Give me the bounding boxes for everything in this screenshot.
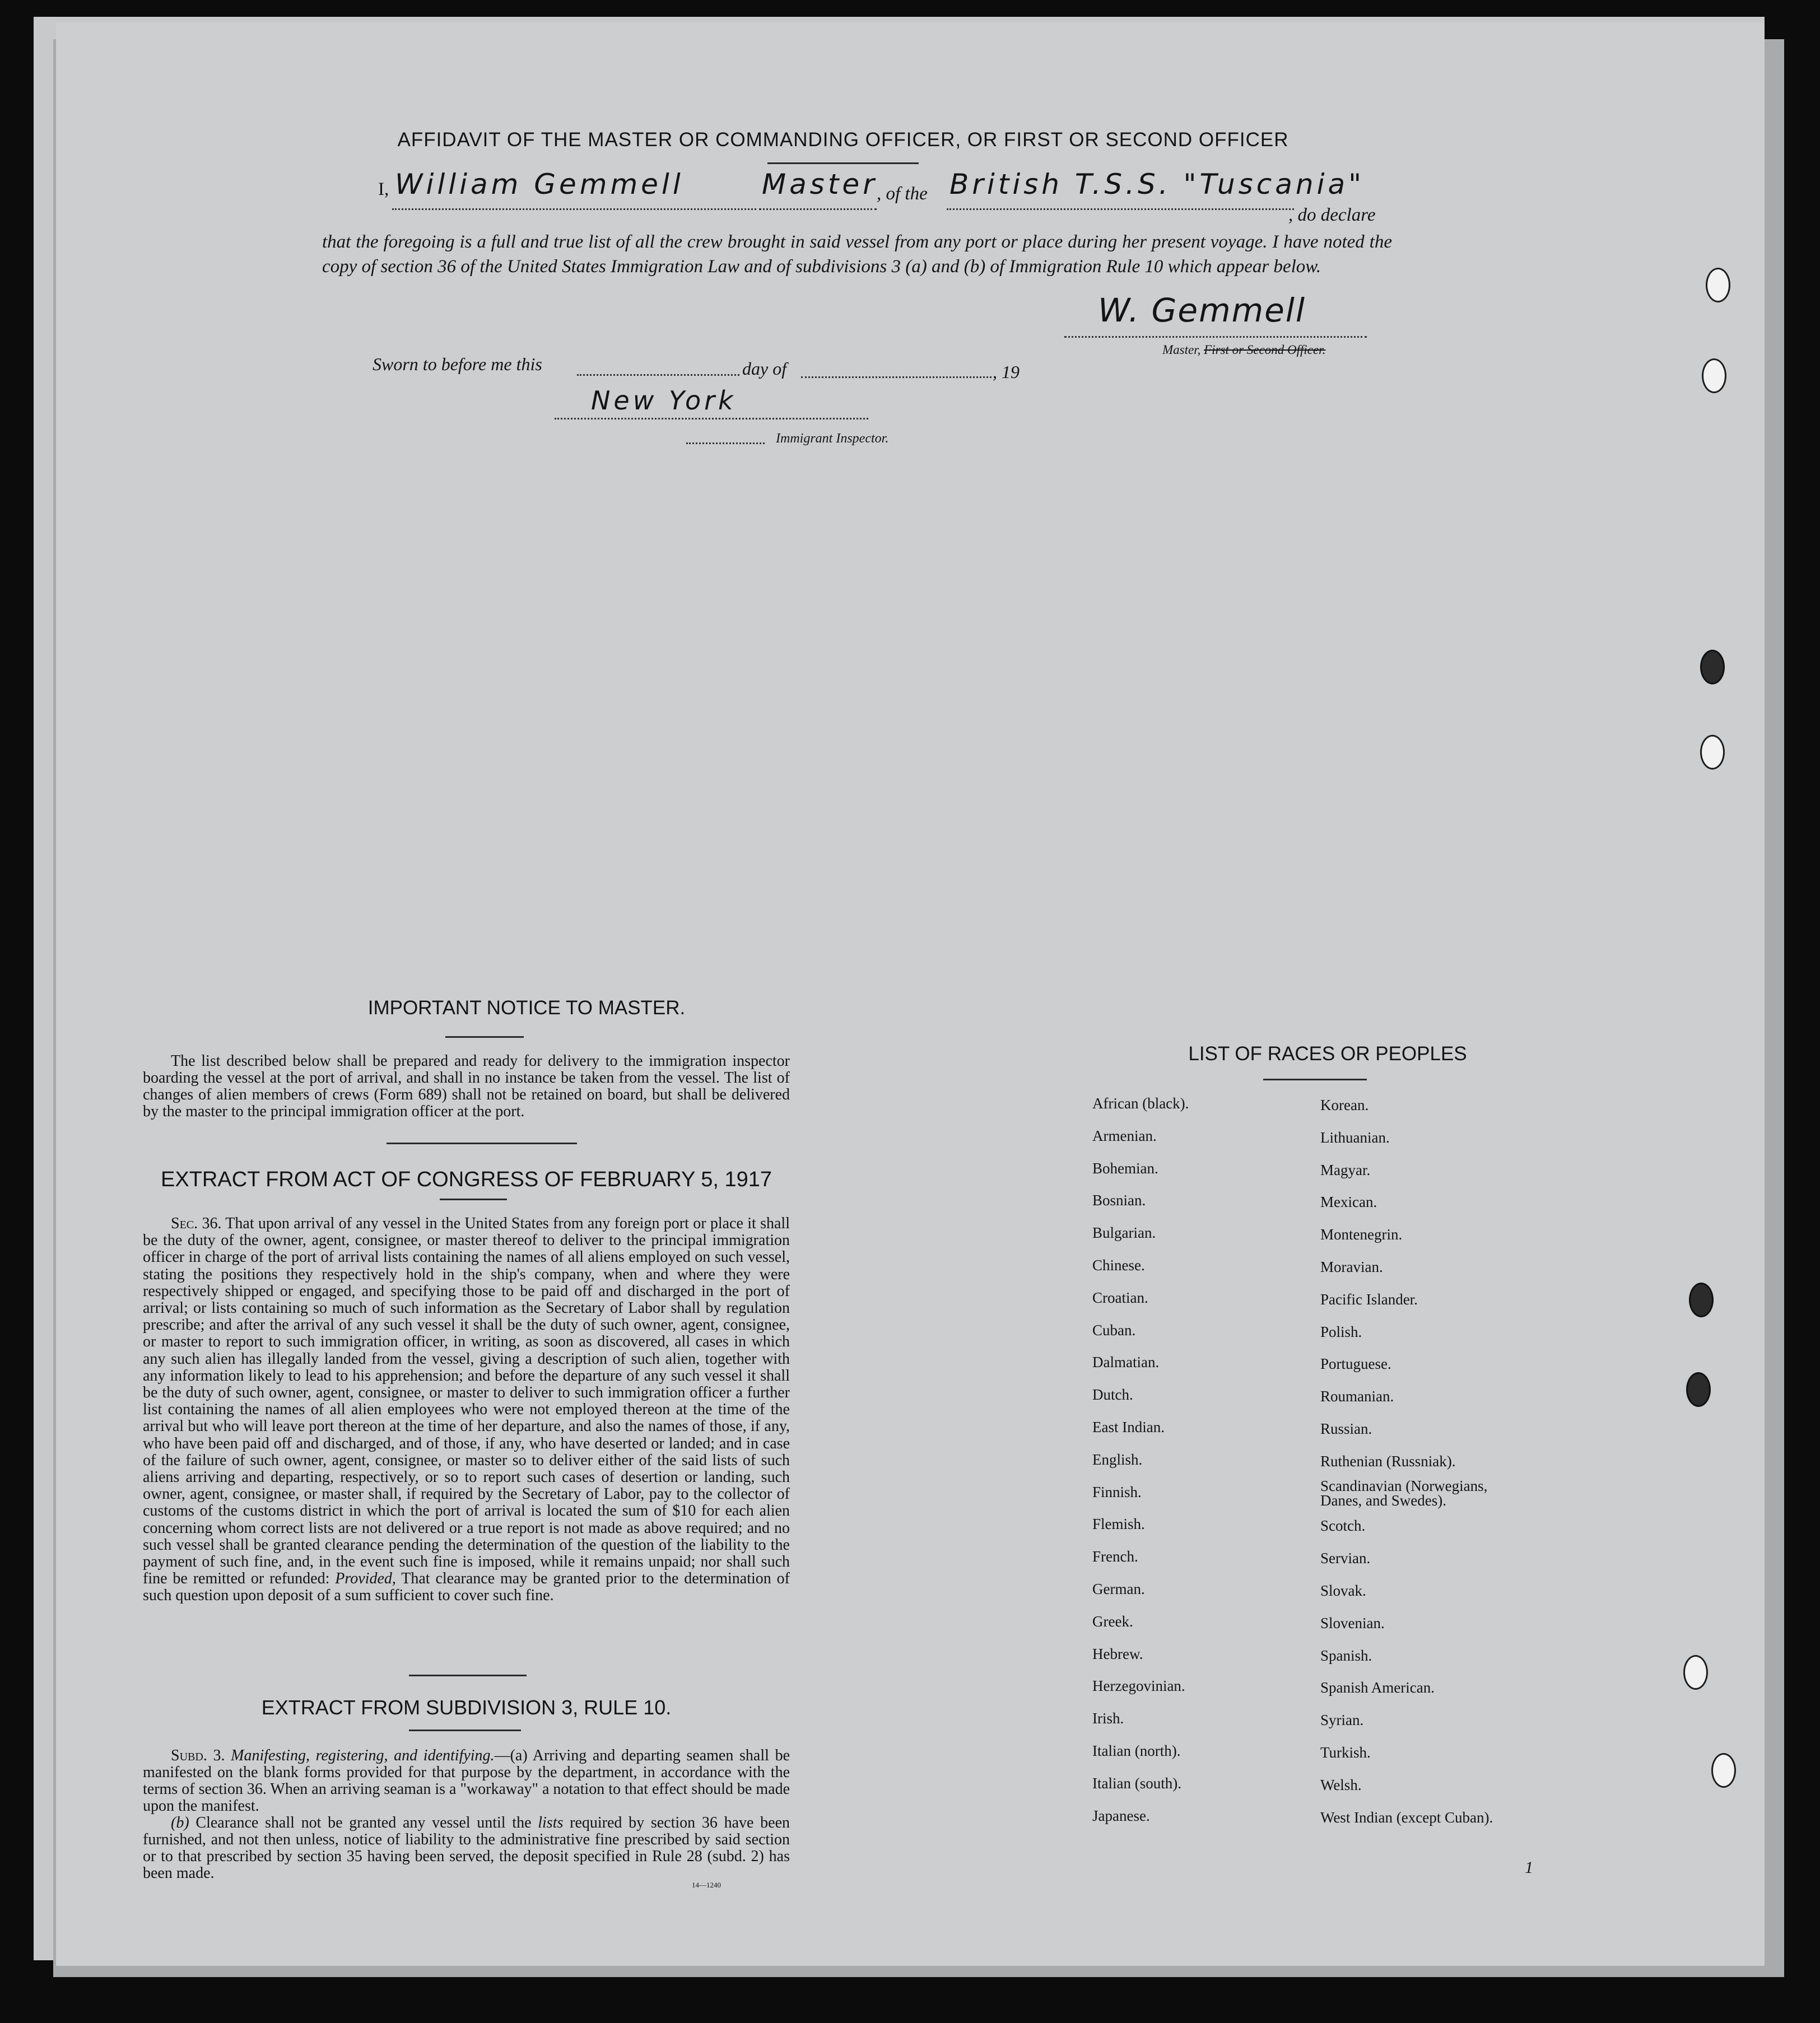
race-item: Dalmatian.	[1092, 1354, 1160, 1371]
affidavit-title: AFFIDAVIT OF THE MASTER OR COMMANDING OFFICER, OR FIRST OR SECOND OFFICER	[397, 129, 1289, 151]
vessel-blank-line	[947, 208, 1294, 210]
race-item: Flemish.	[1092, 1516, 1145, 1533]
race-item: Bosnian.	[1092, 1192, 1146, 1209]
signature-caption	[1162, 343, 1325, 357]
race-item: Italian (north).	[1092, 1742, 1181, 1759]
race-item: Irish.	[1092, 1710, 1124, 1727]
name-blank-line	[392, 208, 756, 210]
race-item: Syrian.	[1320, 1712, 1364, 1729]
race-item: Chinese.	[1092, 1257, 1145, 1274]
para-b-text-2: required by section 36 have been furnished, and not then unless, notice of liability to the administrative fine prescribed by said section or to that prescribed by section 35 having been served, the deposit specified in Rule 28 (subd. 2) has been made.	[143, 1814, 790, 1882]
race-item: Spanish.	[1320, 1647, 1372, 1664]
master-name: William Gemmell	[395, 168, 684, 201]
rule-extract-title: EXTRACT FROM SUBDIVISION 3, RULE 10.	[261, 1696, 672, 1719]
rule-para-a	[143, 1747, 790, 1815]
divider	[440, 1199, 507, 1200]
race-item: Scotch.	[1320, 1517, 1366, 1535]
race-item: Pacific Islander.	[1320, 1290, 1418, 1308]
race-item: Bohemian.	[1092, 1159, 1158, 1177]
race-item: Moravian.	[1320, 1258, 1383, 1275]
race-item: Finnish.	[1092, 1483, 1142, 1500]
divider	[409, 1730, 521, 1731]
para-b-lists: lists	[538, 1814, 564, 1831]
binder-hole	[1711, 1753, 1736, 1788]
section-label: Sec. 36.	[171, 1215, 222, 1232]
binder-hole	[1689, 1283, 1714, 1317]
race-item: Russian.	[1320, 1420, 1372, 1437]
race-item: Lithuanian.	[1320, 1129, 1390, 1146]
subd-heading: Manifesting, registering, and identifying.	[231, 1747, 495, 1764]
sworn-day-blank	[577, 374, 739, 376]
race-item: East Indian.	[1092, 1419, 1165, 1435]
race-item: Japanese.	[1092, 1807, 1150, 1824]
master-rank: Master	[762, 168, 878, 201]
page-number: 1	[1525, 1858, 1533, 1877]
do-declare-text: , do declare	[1288, 205, 1376, 225]
race-item: Herzegovinian.	[1092, 1677, 1185, 1695]
race-item: Montenegrin.	[1320, 1226, 1403, 1243]
divider	[445, 1036, 524, 1038]
race-item: Cuban.	[1092, 1321, 1136, 1339]
race-item: Armenian.	[1092, 1127, 1157, 1144]
race-item: Scandinavian (Norwegians, Danes, and Swedes).	[1320, 1477, 1488, 1509]
provided-text: That clearance may be granted prior to the determination of such question upon deposit of a sum sufficient to cover such fine.	[143, 1570, 790, 1605]
section-36-text: That upon arrival of any vessel in the United States from any foreign port or place it shall be the duty of the owner, agent, consignee, or master thereof to deliver to the principal immigration officer in charge of the port of arrival lists containing the names of all aliens employed on such vessel, stating the positions they respectively hold in the ship's company, when and where they were respectively shipped or engaged, and specifying those to be paid off and discharged in the port of arrival; or lists containing so much of such information as the Secretary of Labor shall by regulation prescribe; and after the arrival of any such vessel it shall be the duty of such owner, agent, consignee, or master to report to such immigration officer, in writing, as soon as discovered, all cases in which any such alien has illegally landed from the vessel, giving a description of such alien, together with any information likely to lead to his apprehension; and before the departure of any such vessel it shall be the duty of such owner, agent, consignee, or master to deliver to such immigration officer a further list containing the names of all alien employees who were not employed thereon at the time of the arrival but who will leave port thereon at the time of her departure, and also the names of those, if any, who have been paid off and discharged, and of those, if any, who have deserted or landed; and in case of the failure of such owner, agent, consignee, or master so to deliver either of the said lists of such aliens arriving and departing, respectively, or so to report such cases of desertion or landing, such owner, agent, consignee, or master shall, if required by the Secretary of Labor, pay to the collector of customs of the customs district in which the port of arrival is located the sum of $10 for each alien concerning whom correct lists are not delivered or a true report is not made as above required; and no such vessel shall be granted clearance pending the determination of the question of the liability to the payment of such fine, and, in the event such fine is imposed, while it remains unpaid; nor shall such fine be remitted or refunded:	[143, 1215, 790, 1588]
race-item: Slovenian.	[1320, 1614, 1385, 1632]
provided-label: Provided,	[335, 1570, 396, 1588]
place-blank-line	[555, 418, 868, 419]
rule-extract-body	[143, 1747, 790, 1882]
inspector-caption: Immigrant Inspector.	[776, 431, 889, 446]
race-item: Mexican.	[1320, 1194, 1377, 1211]
race-item: Servian.	[1320, 1550, 1371, 1567]
race-item: Magyar.	[1320, 1161, 1371, 1178]
divider	[409, 1675, 527, 1676]
para-b-label: (b)	[171, 1814, 189, 1831]
race-item: English.	[1092, 1451, 1143, 1468]
binder-hole	[1706, 268, 1730, 302]
race-item: Slovak.	[1320, 1582, 1366, 1599]
race-item: Greek.	[1092, 1612, 1133, 1630]
form-number: 14—1240	[692, 1881, 721, 1889]
race-item: Italian (south).	[1092, 1774, 1181, 1792]
divider	[1263, 1079, 1367, 1080]
divider	[387, 1143, 577, 1144]
sworn-month-blank	[801, 376, 992, 378]
act-extract-body	[143, 1215, 790, 1605]
race-item: Bulgarian.	[1092, 1224, 1156, 1242]
notice-body: The list described below shall be prepared and ready for delivery to the immigration inspector boarding the vessel at the port of arrival, and shall in no instance be taken from the vessel. The list of changes of alien members of crews (Form 689) shall not be retained on board, but shall be delivered by the master to the principal immigration officer at the port.	[143, 1052, 790, 1120]
divider	[767, 162, 919, 164]
race-item: Roumanian.	[1320, 1388, 1394, 1405]
affidavit-i-prefix: I,	[378, 179, 389, 199]
sworn-text: Sworn to before me this	[373, 354, 542, 374]
race-item: Welsh.	[1320, 1776, 1362, 1793]
manifest-page	[56, 22, 1765, 1966]
para-a-text: —(a) Arriving and departing seamen shall be manifested on the blank forms provided for that purpose by the department, in accordance with the terms of section 36. When an arriving seaman is a "workaway" a notation to that effect should be made upon the manifest.	[143, 1747, 790, 1815]
of-the-text: , of the	[877, 184, 928, 204]
race-item: Turkish.	[1320, 1744, 1371, 1761]
inspector-blank-line	[686, 442, 765, 444]
signature-caption-struck: First or Second Officer.	[1204, 343, 1326, 357]
signature-caption-master: Master,	[1162, 343, 1204, 357]
binder-hole	[1700, 735, 1725, 770]
vessel-name: British T.S.S. "Tuscania"	[949, 168, 1365, 201]
race-item: Hebrew.	[1092, 1645, 1143, 1662]
race-item: Spanish American.	[1320, 1679, 1435, 1696]
act-extract-title: EXTRACT FROM ACT OF CONGRESS OF FEBRUARY 5, 1917	[161, 1168, 772, 1191]
affidavit-body: that the foregoing is a full and true list of all the crew brought in said vessel from any port or place during her present voyage. I have noted the copy of section 36 of the United States Immigration Law and of subdivisions 3 (a) and (b) of Immigration Rule 10 which appear below.	[322, 232, 1392, 277]
race-item: German.	[1092, 1581, 1145, 1597]
race-item: Polish.	[1320, 1323, 1362, 1340]
binder-hole	[1702, 358, 1726, 393]
race-item: Portuguese.	[1320, 1355, 1391, 1373]
rule-para-b	[143, 1815, 790, 1882]
races-title: LIST OF RACES OR PEOPLES	[1188, 1043, 1467, 1065]
race-item: Dutch.	[1092, 1386, 1133, 1404]
day-of-text: day of	[742, 358, 787, 379]
rank-blank-line	[759, 208, 877, 210]
binder-hole	[1700, 650, 1725, 684]
race-item: Croatian.	[1092, 1289, 1148, 1306]
race-item: French.	[1092, 1548, 1138, 1565]
subd-label: Subd. 3.	[171, 1747, 225, 1764]
signature-line	[1064, 336, 1367, 338]
binder-hole	[1683, 1655, 1708, 1690]
race-item: Korean.	[1320, 1097, 1369, 1113]
race-item: West Indian (except Cuban).	[1320, 1808, 1493, 1826]
binder-hole	[1686, 1372, 1711, 1407]
sworn-place: New York	[591, 385, 737, 416]
para-b-text-1: Clearance shall not be granted any vessel until the	[196, 1814, 532, 1831]
master-signature: W. Gemmell	[1098, 291, 1306, 329]
year-prefix: , 19	[993, 362, 1020, 382]
race-item: Ruthenian (Russniak).	[1320, 1452, 1456, 1470]
notice-title: IMPORTANT NOTICE TO MASTER.	[367, 997, 686, 1019]
race-item: African (black).	[1092, 1095, 1189, 1112]
